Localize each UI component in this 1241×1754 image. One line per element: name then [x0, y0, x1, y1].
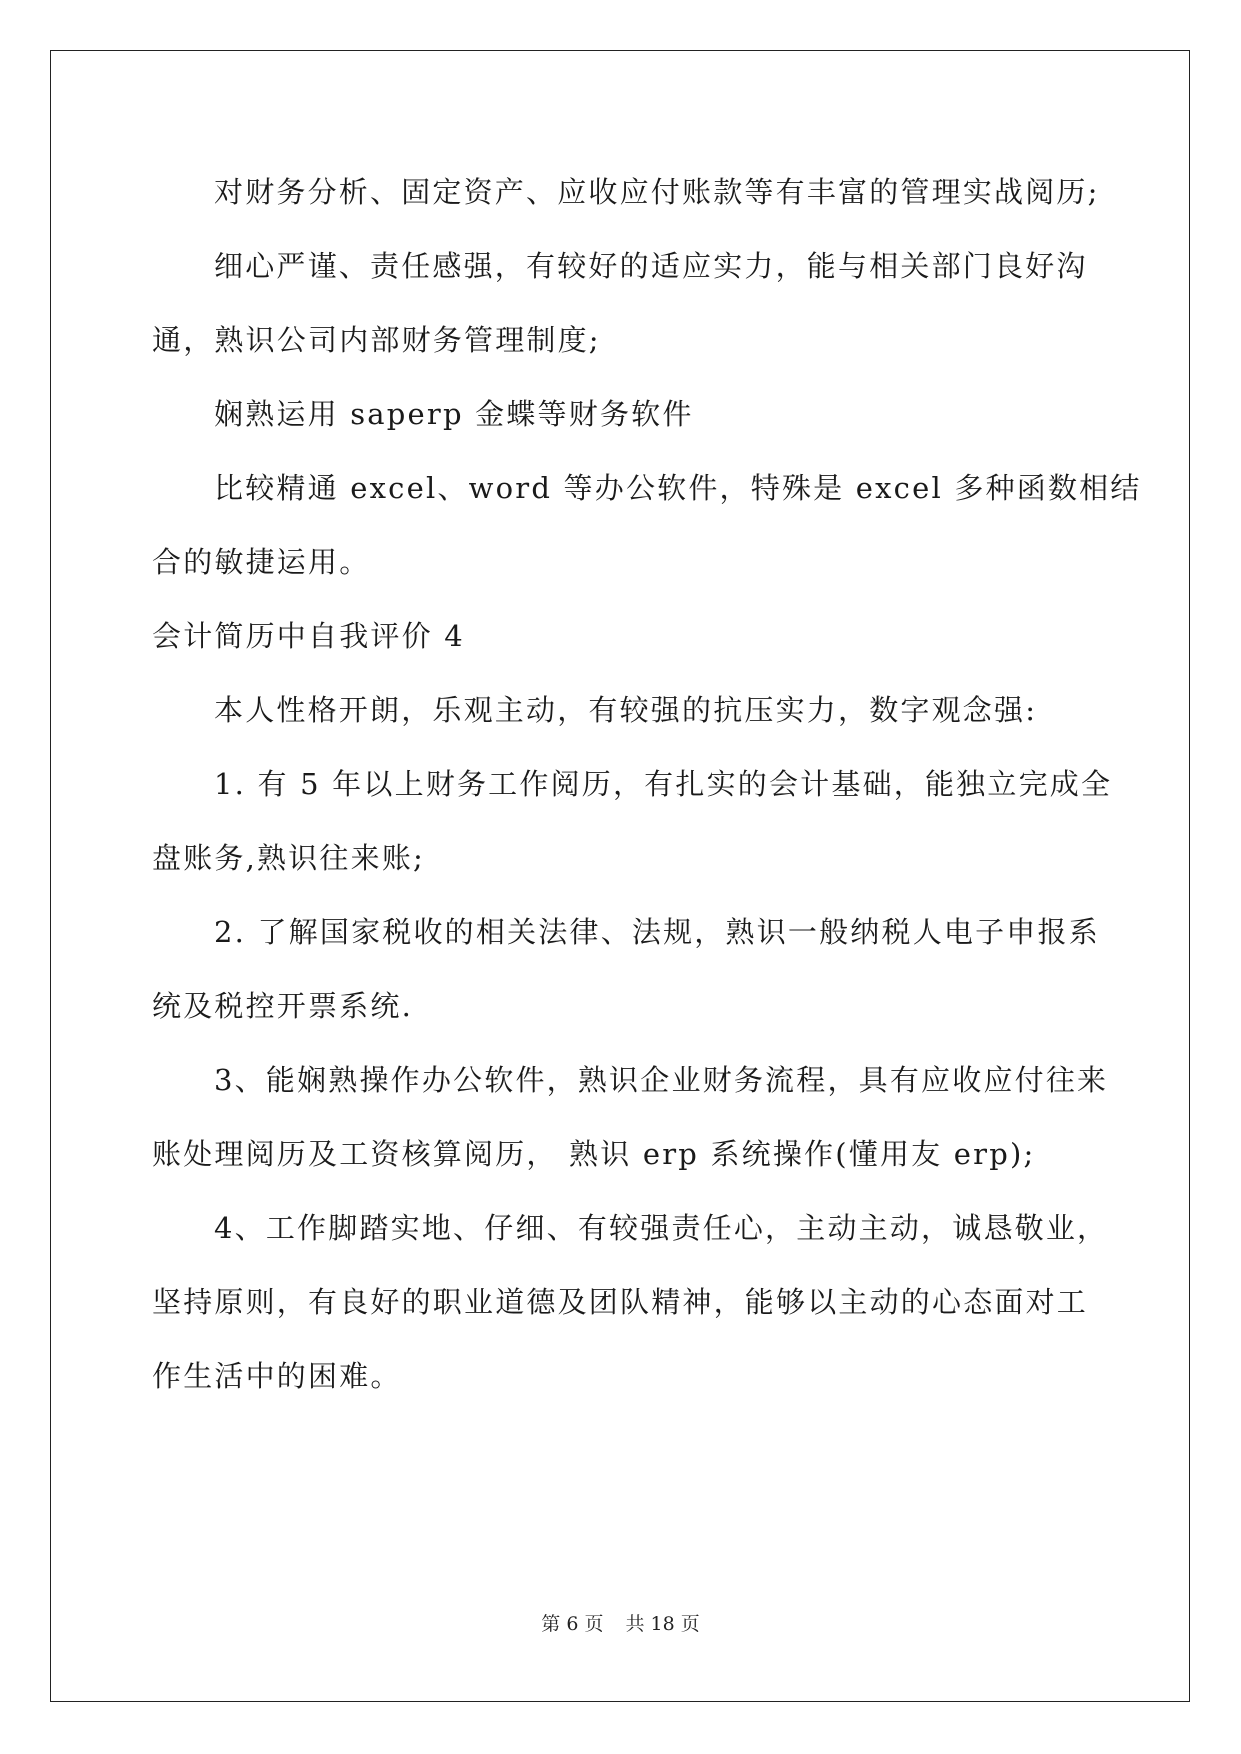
section-heading: 会计简历中自我评价 4 — [152, 619, 465, 653]
paragraph-line: 合的敏捷运用。 — [152, 545, 371, 579]
paragraph-line: 对财务分析、固定资产、应收应付账款等有丰富的管理实战阅历; — [214, 175, 1100, 209]
page-footer — [0, 1612, 1241, 1636]
list-item-line: 作生活中的困难。 — [152, 1359, 402, 1393]
paragraph-line: 比较精通 excel、word 等办公软件，特殊是 excel 多种函数相结 — [214, 471, 1142, 505]
list-item-line: 坚持原则，有良好的职业道德及团队精神，能够以主动的心态面对工 — [152, 1285, 1089, 1319]
list-item-line: 3、能娴熟操作办公软件，熟识企业财务流程，具有应收应付往来 — [214, 1063, 1109, 1097]
paragraph-line: 本人性格开朗，乐观主动，有较强的抗压实力，数字观念强: — [214, 693, 1038, 727]
paragraph-line: 娴熟运用 saperp 金蝶等财务软件 — [214, 397, 694, 431]
list-item-line: 4、工作脚踏实地、仔细、有较强责任心，主动主动，诚恳敬业， — [214, 1211, 1109, 1245]
list-item-line: 2. 了解国家税收的相关法律、法规，熟识一般纳税人电子申报系 — [214, 915, 1100, 949]
list-item-line: 1. 有 5 年以上财务工作阅历，有扎实的会计基础，能独立完成全 — [214, 767, 1113, 801]
paragraph-line: 通，熟识公司内部财务管理制度; — [152, 323, 601, 357]
list-item-line: 统及税控开票系统. — [152, 989, 414, 1023]
list-item-line: 盘账务,熟识往来账; — [152, 841, 425, 875]
list-item-line: 账处理阅历及工资核算阅历， 熟识 erp 系统操作(懂用友 erp); — [152, 1137, 1036, 1171]
page-number: 第 6 页 — [541, 1613, 604, 1635]
page-total: 共 18 页 — [625, 1613, 700, 1635]
paragraph-line: 细心严谨、责任感强，有较好的适应实力，能与相关部门良好沟 — [214, 249, 1088, 283]
